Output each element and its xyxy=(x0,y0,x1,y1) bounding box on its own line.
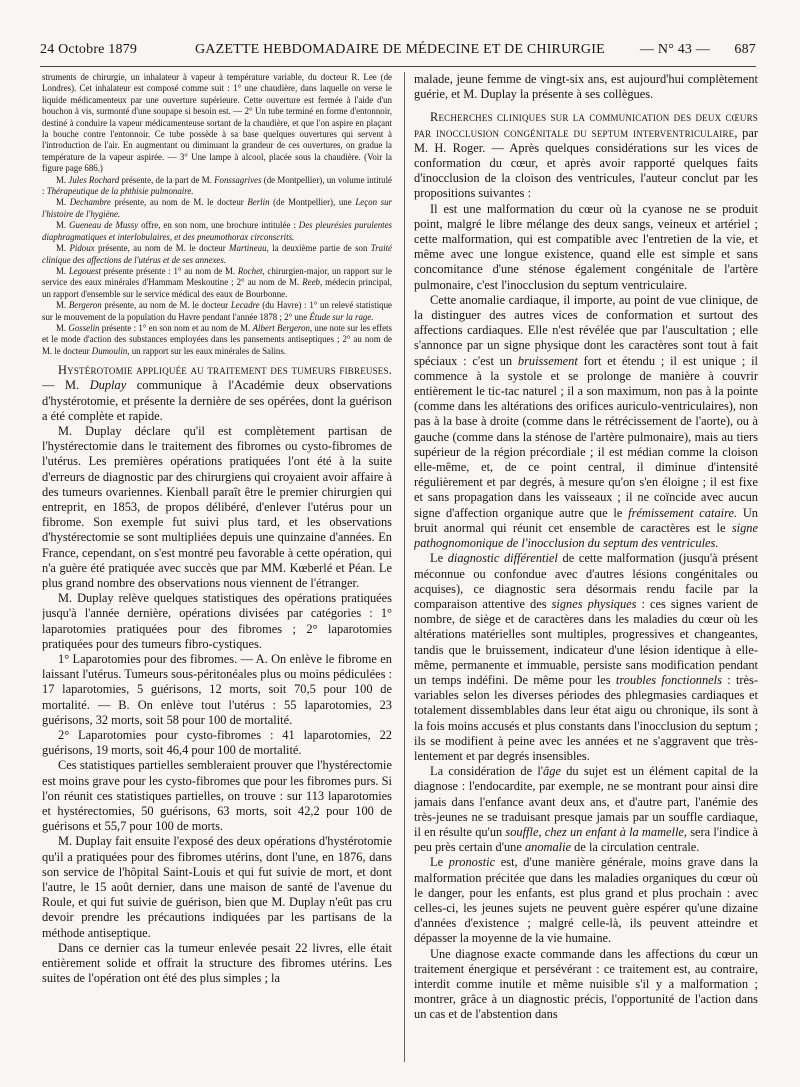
body-paragraph: Le diagnostic différentiel de cette malformation (jusqu'à présent méconnue ou confondue avec d'autres lésions congénitales ou acquises), ce diagnostic sera désormais rendu facile par la comparaison attentive des signes physiques : ces signes varient de nombre, de siège et de caractères dans les maladies du cœur où les altérations matérielles sont multiples, progressives et changeantes, tandis que le bruissement, indicateur d'une lésion identique à elle-même, permanente et immuable, persiste sans modification pendant un temps indéfini. De même pour les troubles fonctionnels : très-variables selon les diverses périodes des phlegmasies cardiaques et totalement dissemblables dans leur état aigu ou chronique, ils sont à la fois moins accusés et plus constants dans l'inocclusion du septum ; ils se modifient à peine avec les années et ne s'aggravent que très-lentement et par degrés insensibles. xyxy=(414,551,758,763)
body-paragraph: Il est une malformation du cœur où la cyanose ne se produit point, malgré le libre mélange des deux sangs, veineux et artériel ; cette malformation, qui est compatible avec l'entretien de la vie, et même avec une longue existence, quand elle est simple et sans concomitance d'une sténose également congénitale de l'artère pulmonaire, c'est l'inocclusion du septum ventriculaire. xyxy=(414,201,758,292)
column-divider xyxy=(404,72,405,1062)
section-heading: Recherches cliniques sur la communication des deux cœurs par inocclusion congénitale du septum interventriculaire, xyxy=(414,110,758,140)
note-paragraph: M. Dechambre présente, au nom de M. le docteur Berlin (de Montpellier), une Leçon sur l'histoire de l'hygiène. xyxy=(42,197,392,219)
body-paragraph: Cette anomalie cardiaque, il importe, au point de vue clinique, de la distinguer des autres vices de conformation et surtout des affections cardiaques. Elle n'est révélée que par l'auscultation ; elle s'annonce par un signe physique dont les caractères sont tout à fait spéciaux : c'est un bruissement fort et étendu ; il est unique ; il commence à la systole et se prolonge de manière à couvrir entièrement le tic-tac naturel ; il a son maximum, non pas à la pointe (comme dans les altérations des orifices auriculo-ventriculaires), non pas à la base à droite (comme dans le rétrécissement de l'aorte), ou à gauche (comme dans la sténose de l'artère pulmonaire), mais au tiers supérieur de la région précordiale ; il est médian comme la cloison elle-même, et, de ce point central, il diminue d'intensité régulièrement et par degrés, à mesure qu'on s'en éloigne ; il est fixe et sans propagation dans les vaisseaux ; il ne coïncide avec aucun signe d'affection organique autre que le frémissement cataire. Un bruit anormal qui réunit cet ensemble de caractères est le signe pathognomonique de l'inocclusion du septum des ventricules. xyxy=(414,292,758,551)
header-rule xyxy=(40,66,756,67)
note-paragraph: M. Bergeron présente, au nom de M. le docteur Lecadre (du Havre) : 1° un relevé statistique sur le mouvement de la population du Havre pendant l'année 1878 ; 2° une Étude sur la rage. xyxy=(42,300,392,322)
academy-notes xyxy=(42,72,392,357)
body-paragraph: La considération de l'âge du sujet est un élément capital de la diagnose : l'endocardite, par exemple, ne se montrant pour ainsi dire jamais dans l'enfance avant deux ans, et d'autre part, l'anémie des très-jeunes ne se traduisant presque jamais par un souffle cardiaque, il en résulte qu'un souffle, chez un enfant à la mamelle, sera l'indice à peu près certain d'une anomalie de la circulation centrale. xyxy=(414,764,758,855)
note-paragraph: M. Gosselin présente : 1° en son nom et au nom de M. Albert Bergeron, une note sur les effets et le mode d'action des substances employées dans les pansements antiseptiques ; 2° au nom de M. le docteur Dumoulin, un rapport sur les eaux minérales de Salins. xyxy=(42,322,392,356)
section-heading: Hystérotomie appliquée au traitement des tumeurs fibreuses. xyxy=(58,363,392,378)
body-paragraph: M. Duplay déclare qu'il est complètement partisan de l'hystérectomie dans le traitement des fibromes ou cysto-fibromes de l'utérus. Les premières opérations pratiquées l'ont été à la suite d'erreurs de diagnostic par des chirurgiens qui croyaient avoir affaire à des tumeurs ovariennes. Kienball paraît être le premier chirurgien qui entreprit, en 1853, de propos délibéré, d'enlever l'utérus pour un fibrome. Son exemple fut suivi plus tard, et les observations d'hystérectomie se sont multipliées depuis une quinzaine d'années. En France, cependant, on s'est montré peu favorable à cette opération, qui n'a guère été pratiquée avec succès que par MM. Kœberlé et Péan. Le plus grand nombre des observations nous viennent de l'étranger. xyxy=(42,423,392,590)
inhaler-description: struments de chirurgie, un inhalateur à vapeur à température variable, du docteur R. Lee (de Londres). Cet inhalateur est composé comme suit : 1° une chaudière, dans laquelle on verse le liquide médicamenteux par une ouverture supérieure. Cette ouverture est fermée à l'aide d'un bouchon à vis, surmonté d'une soupape si besoin est. — 2° Un tube terminé en forme d'entonnoir, destiné à conduire la vapeur médicamenteuse sortant de la chaudière, et que l'on aspire en plaçant la bouche contre l'entonnoir. Ce tube possède à sa base quelques ouvertures qui servent à l'introduction de l'air. En augmentant ou diminuant la grandeur de ces ouvertures, on gradue la température de la vapeur aspirée. — 3° Une lampe à alcool, placée sous la chaudière. (Voir la figure page 686.) xyxy=(42,72,392,174)
continued-paragraph: malade, jeune femme de vingt-six ans, est aujourd'hui complètement guérie, et M. Duplay la présente à ses collègues. xyxy=(414,72,758,102)
body-paragraph: Le pronostic est, d'une manière générale, moins grave dans la malformation précitée que dans les maladies organiques du cœur où le danger, pour les enfants, est plus grand et plus prochain : avec celles-ci, les jeunes sujets ne peuvent guère espérer qu'une dizaine d'années d'existence ; malgré celle-là, ils peuvent atteindre et dépasser la moyenne de la vie humaine. xyxy=(414,855,758,946)
body-paragraph: M. Duplay fait ensuite l'exposé des deux opérations d'hystérotomie qu'il a pratiquées pour des fibromes utérins, dont l'une, en 1876, dans son service de l'hôpital Saint-Louis et qui fut suivie de mort, et dont l'autre, le 15 août dernier, dans une maison de santé de l'avenue du Roule, et qui fut suivie de guérison, bien que M. Duplay n'eût pas cru devoir prendre les précautions indiquées par les partisans de la méthode antiseptique. xyxy=(42,834,392,940)
right-column xyxy=(414,72,758,1062)
body-paragraph: Ces statistiques partielles sembleraient prouver que l'hystérectomie est moins grave pour les cysto-fibromes que pour les fibromes purs. Si l'on réunit ces statistiques partielles, on trouve : sur 113 laparotomies et hystérectomies, 50 guérisons, 63 morts, soit 42,2 pour 100 de guérisons et 55,7 pour 100 de morts. xyxy=(42,758,392,834)
header-title: GAZETTE HEBDOMADAIRE DE MÉDECINE ET DE CHIRURGIE xyxy=(195,42,605,57)
body-paragraph: M. Duplay relève quelques statistiques des opérations pratiquées jusqu'à l'année dernière, opérations divisées par catégories : 1° laparotomies pratiquées pour des fibromes ; 2° laparotomies pratiquées pour des tumeurs fibro-cystiques. xyxy=(42,591,392,651)
right-column-text xyxy=(414,72,758,1023)
running-header xyxy=(40,42,756,64)
header-page-number: 687 xyxy=(734,42,756,57)
body-paragraph: 2° Laparotomies pour cysto-fibromes : 41 laparotomies, 22 guérisons, 19 morts, soit 46,4 pour 100 de mortalité. xyxy=(42,728,392,758)
note-paragraph: M. Pidoux présente, au nom de M. le docteur Martineau, la deuxième partie de son Traité clinique des affections de l'utérus et de ses annexes. xyxy=(42,243,392,265)
note-paragraph: M. Gueneau de Mussy offre, en son nom, une brochure intitulée : Des pleurésies purulentes diaphragmatiques et interlobulaires, et des pneumothorax circonscrits. xyxy=(42,220,392,242)
section-heading-paragraph: Hystérotomie appliquée au traitement des tumeurs fibreuses. — M. Duplay communique à l'Académie deux observations d'hystérotomie, et présente la dernière de ses opérées, dont la guérison a été complète et rapide. xyxy=(42,363,392,423)
left-column xyxy=(42,72,392,1062)
note-paragraph: M. Legouest présente présente : 1° au nom de M. Rochet, chirurgien-major, un rapport sur le service des eaux minérales d'Hammam Meskoutine ; 2° au nom de M. Reeb, médecin principal, un rapport d'ensemble sur le service médical des eaux de Bourbonne. xyxy=(42,265,392,299)
section-heading-paragraph: Recherches cliniques sur la communication des deux cœurs par inocclusion congénitale du septum interventriculaire, par M. H. Roger. — Après quelques considérations sur les vices de conformation du cœur, et après avoir rapporté quelques faits d'inocclusion de la cloison des ventricules, l'auteur conclut par les propositions suivantes : xyxy=(414,110,758,201)
body-paragraph: 1° Laparotomies pour des fibromes. — A. On enlève le fibrome en laissant l'utérus. Tumeurs sous-péritonéales plus ou moins pédiculées : 17 laparotomies, 5 guérisons, 12 morts, soit 70,5 pour 100 de mortalité. — B. On enlève tout l'utérus : 55 laparotomies, 23 guérisons, 32 morts, soit 58 pour 100 de mortalité. xyxy=(42,652,392,727)
body-paragraph: Une diagnose exacte commande dans les affections du cœur un traitement énergique et persévérant : ce traitement est, au contraire, interdit comme inutile et même nuisible s'il y a malformation ; montrer, grâce à un diagnostic précis, l'opportunité de l'action dans un cas et de l'abstention dans xyxy=(414,946,758,1022)
note-paragraph: M. Jules Rochard présente, de la part de M. Fonssagrives (de Montpellier), un volume intitulé : Thérapeutique de la phthisie pulmonaire. xyxy=(42,174,392,197)
header-date: 24 Octobre 1879 xyxy=(40,42,138,57)
hysterotomy-article xyxy=(42,363,392,986)
header-issue-number: — N° 43 — xyxy=(640,42,711,57)
body-paragraph: Dans ce dernier cas la tumeur enlevée pesait 22 livres, elle était entièrement solide et offrait la structure des fibromes utérins. Les suites de l'opération ont été des plus simples ; la xyxy=(42,940,392,986)
